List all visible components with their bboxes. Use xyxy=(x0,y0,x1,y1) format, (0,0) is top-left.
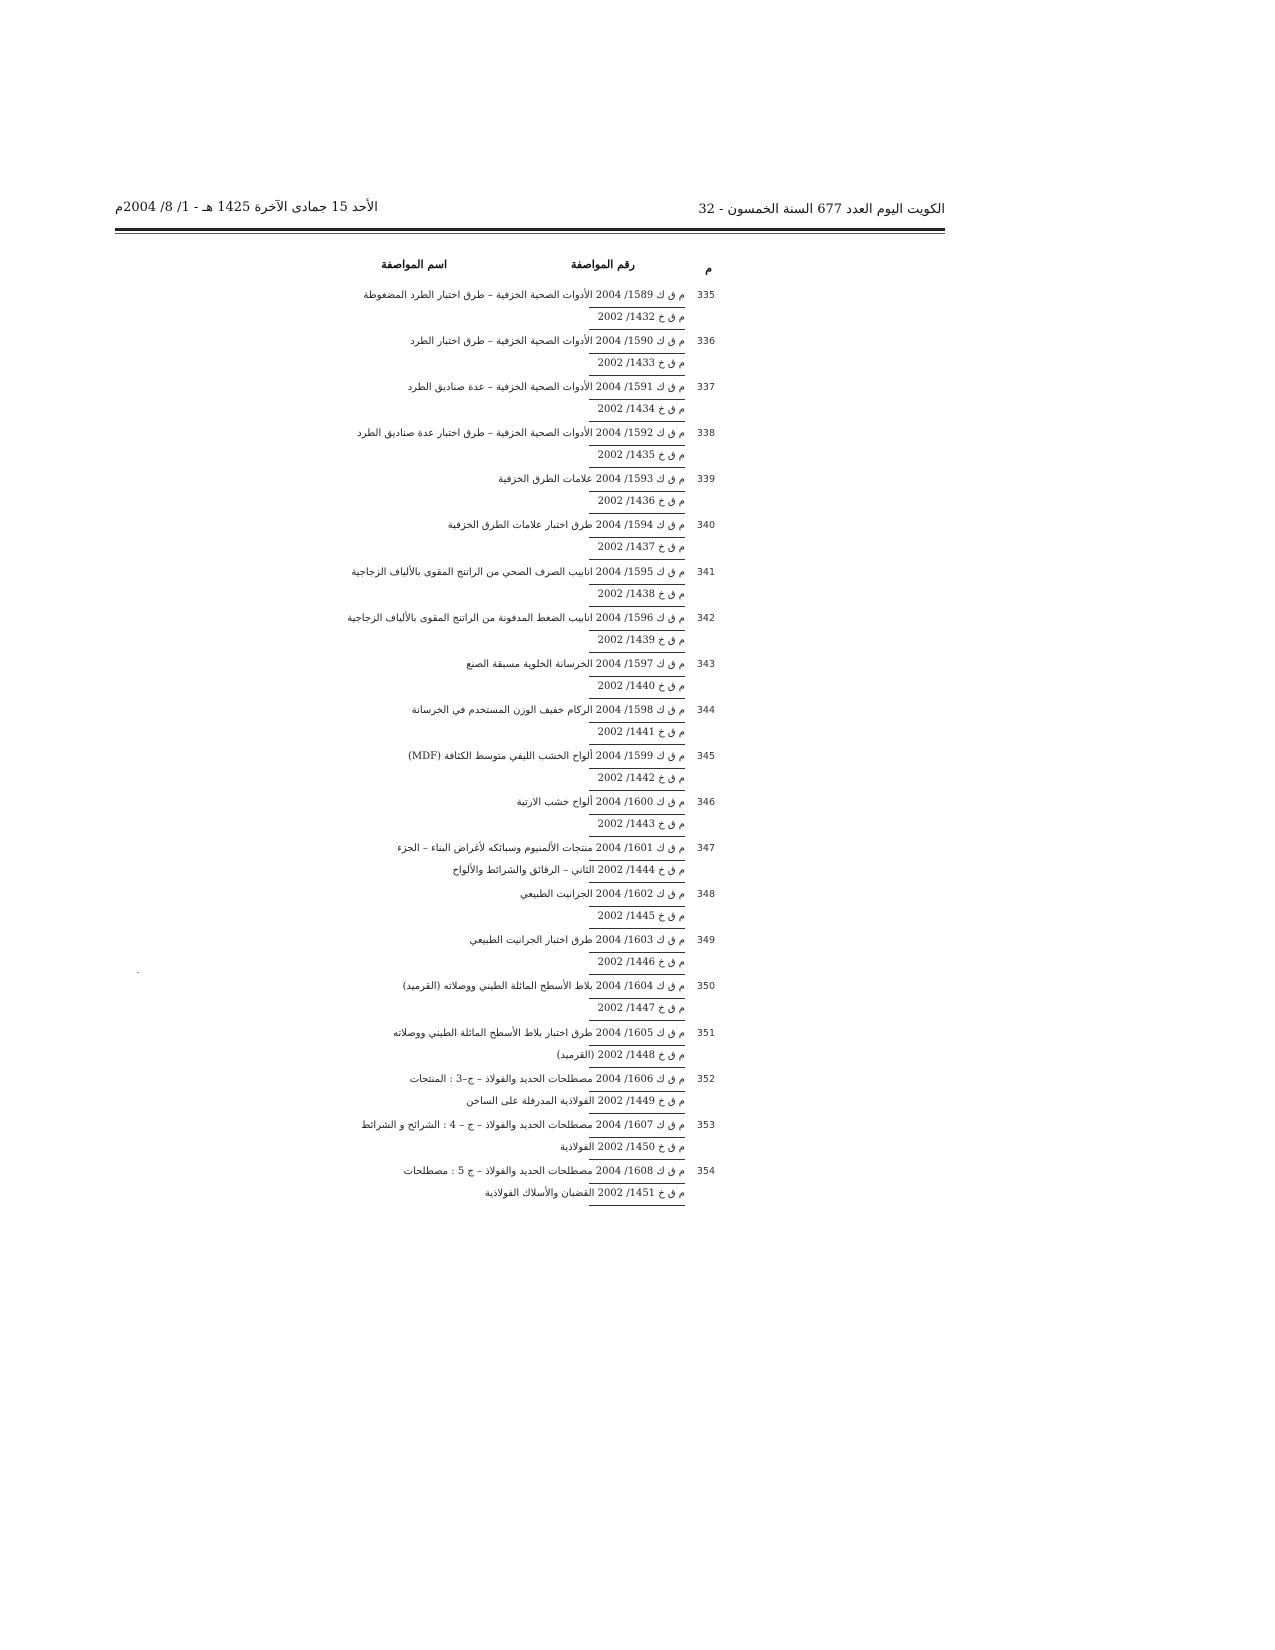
code-underline xyxy=(589,537,685,538)
row-gcc-line: م ق خ 1441/ 2002 xyxy=(597,726,685,738)
row-spec-line: م ق ك 1597/ 2004 الخرسانة الخلوية مسبقة الصنع xyxy=(466,658,685,670)
row-spec-line: م ق ك 1608/ 2004 مصطلحات الحديد والفولاذ – ج 5 : مصطلحات xyxy=(403,1165,685,1177)
code-underline xyxy=(589,353,685,354)
row-number: 343 xyxy=(696,658,715,670)
column-header-number: م xyxy=(705,262,712,275)
table-row xyxy=(300,382,715,428)
row-spec-line: م ق ك 1603/ 2004 طرق اختبار الجرانيت الطبيعي xyxy=(469,935,685,947)
table-row xyxy=(300,336,715,382)
header-rule-thin xyxy=(115,233,945,234)
code-underline xyxy=(589,652,685,653)
row-spec-line: م ق ك 1592/ 2004 الأدوات الصحية الخزفية – طرق اختبار عدة صناديق الطرد xyxy=(357,428,685,440)
row-gcc-line: م ق خ 1437/ 2002 xyxy=(597,542,685,554)
code-underline xyxy=(589,952,685,953)
scan-speck xyxy=(137,972,139,973)
row-number: 349 xyxy=(696,935,715,947)
row-number: 338 xyxy=(696,428,715,440)
column-header-code: رقم المواصفة xyxy=(570,258,635,271)
row-spec-line: م ق ك 1596/ 2004 انابيب الضغط المدفونة من الراتنج المقوى بالألياف الزجاجية xyxy=(347,612,685,624)
row-spec-line: م ق ك 1601/ 2004 منتجات الألمنيوم وسبائكه لأغراض البناء – الجزء xyxy=(397,843,685,855)
table-row xyxy=(300,843,715,889)
code-underline xyxy=(589,860,685,861)
code-underline xyxy=(589,768,685,769)
column-header-name: اسم المواصفة xyxy=(381,258,447,271)
code-underline xyxy=(589,906,685,907)
row-number: 351 xyxy=(696,1027,715,1039)
page-header xyxy=(115,196,945,226)
table-row xyxy=(300,751,715,797)
code-underline xyxy=(589,744,685,745)
row-spec-line: م ق ك 1590/ 2004 الأدوات الصحية الخزفية – طرق اختبار الطرد xyxy=(410,336,685,348)
code-underline xyxy=(589,836,685,837)
table-row xyxy=(300,889,715,935)
table-row xyxy=(300,474,715,520)
code-underline xyxy=(589,513,685,514)
code-underline xyxy=(589,1159,685,1160)
table-rows xyxy=(300,290,715,1212)
table-row xyxy=(300,1074,715,1120)
row-spec-line: م ق ك 1593/ 2004 علامات الطرق الخزفية xyxy=(498,474,685,486)
code-underline xyxy=(589,1045,685,1046)
row-spec-line: م ق ك 1606/ 2004 مصطلحات الحديد والفولاذ – ج–3 : المنتجات xyxy=(409,1073,685,1085)
row-gcc-line: م ق خ 1433/ 2002 xyxy=(597,358,685,370)
row-number: 336 xyxy=(696,336,715,348)
code-underline xyxy=(589,559,685,560)
code-underline xyxy=(589,491,685,492)
row-gcc-line: م ق خ 1446/ 2002 xyxy=(597,957,685,969)
table-row xyxy=(300,290,715,336)
code-underline xyxy=(589,307,685,308)
code-underline xyxy=(589,606,685,607)
code-underline xyxy=(589,814,685,815)
table-row xyxy=(300,428,715,474)
code-underline xyxy=(589,1183,685,1184)
table-row xyxy=(300,659,715,705)
row-gcc-line: م ق خ 1445/ 2002 xyxy=(597,911,685,923)
row-gcc-line: م ق خ 1440/ 2002 xyxy=(597,680,685,692)
row-gcc-line: م ق خ 1443/ 2002 xyxy=(597,819,685,831)
table-row xyxy=(300,1120,715,1166)
row-gcc-line: م ق خ 1434/ 2002 xyxy=(597,404,685,416)
row-gcc-line: م ق خ 1432/ 2002 xyxy=(597,312,685,323)
row-gcc-line: م ق خ 1435/ 2002 xyxy=(597,450,685,462)
row-spec-line: م ق ك 1594/ 2004 طرق اختبار علامات الطرق الخزفية xyxy=(447,520,685,532)
row-gcc-line: م ق خ 1444/ 2002 الثاني – الرقائق والشرائط والألواح xyxy=(452,865,685,877)
header-publication: الكويت اليوم العدد 677 السنة الخمسون - 32 xyxy=(698,202,945,217)
code-underline xyxy=(589,998,685,999)
code-underline xyxy=(589,722,685,723)
code-underline xyxy=(589,698,685,699)
table-row xyxy=(300,1028,715,1074)
row-gcc-line: م ق خ 1449/ 2002 الفولاذية المدرفلة على الساخن xyxy=(466,1095,685,1107)
row-spec-line: م ق ك 1599/ 2004 ألواح الخشب الليفي متوسط الكثافة (MDF) xyxy=(407,750,685,762)
row-number: 353 xyxy=(696,1119,715,1131)
code-underline xyxy=(589,1113,685,1114)
table-row xyxy=(300,613,715,659)
row-number: 346 xyxy=(696,797,715,809)
row-number: 341 xyxy=(696,566,715,578)
row-spec-line: م ق ك 1589/ 2004 الأدوات الصحية الخزفية – طرق اختبار الطرد المضغوطة xyxy=(363,290,685,301)
code-underline xyxy=(589,790,685,791)
row-spec-line: م ق ك 1607/ 2004 مصطلحات الحديد والفولاذ – ج – 4 : الشرائح و الشرائط xyxy=(361,1119,685,1131)
code-underline xyxy=(589,421,685,422)
row-spec-line: م ق ك 1602/ 2004 الجرانيت الطبيعي xyxy=(520,889,685,901)
code-underline xyxy=(589,1205,685,1206)
table-row xyxy=(300,567,715,613)
header-rule-thick xyxy=(115,228,945,231)
row-number: 347 xyxy=(696,843,715,855)
code-underline xyxy=(589,1020,685,1021)
table-row xyxy=(300,935,715,981)
row-gcc-line: م ق خ 1448/ 2002 (القرميد) xyxy=(556,1049,685,1061)
row-gcc-line: م ق خ 1436/ 2002 xyxy=(597,496,685,508)
row-number: 344 xyxy=(696,704,715,716)
row-gcc-line: م ق خ 1442/ 2002 xyxy=(597,772,685,784)
row-number: 340 xyxy=(696,520,715,532)
code-underline xyxy=(589,1091,685,1092)
row-number: 354 xyxy=(696,1165,715,1177)
row-spec-line: م ق ك 1604/ 2004 بلاط الأسطح المائلة الطيني ووصلاته (القرميد) xyxy=(402,981,685,993)
row-spec-line: م ق ك 1605/ 2004 طرق اختبار بلاط الأسطح المائلة الطيني ووصلاته xyxy=(393,1027,685,1039)
code-underline xyxy=(589,467,685,468)
row-number: 352 xyxy=(696,1073,715,1085)
row-gcc-line: م ق خ 1451/ 2002 القضبان والأسلاك الفولاذية xyxy=(484,1187,685,1199)
row-gcc-line: م ق خ 1450/ 2002 الفولاذية xyxy=(560,1141,685,1153)
code-underline xyxy=(589,584,685,585)
row-spec-line: م ق ك 1595/ 2004 انابيب الصرف الصحي من الراتنج المقوى بالألياف الزجاجية xyxy=(351,566,685,578)
row-spec-line: م ق ك 1600/ 2004 ألواح خشب الارتية xyxy=(516,797,685,809)
header-date: الأحد 15 جمادى الآخرة 1425 هـ - 1/ 8/ 2004م xyxy=(115,200,378,215)
table-row xyxy=(300,981,715,1027)
table-row xyxy=(300,797,715,843)
row-gcc-line: م ق خ 1439/ 2002 xyxy=(597,634,685,646)
row-number: 339 xyxy=(696,474,715,486)
row-number: 337 xyxy=(696,382,715,394)
code-underline xyxy=(589,974,685,975)
row-gcc-line: م ق خ 1447/ 2002 xyxy=(597,1003,685,1015)
row-number: 345 xyxy=(696,750,715,762)
row-gcc-line: م ق خ 1438/ 2002 xyxy=(597,588,685,600)
table-row xyxy=(300,705,715,751)
code-underline xyxy=(589,1137,685,1138)
row-number: 342 xyxy=(696,612,715,624)
code-underline xyxy=(589,928,685,929)
row-spec-line: م ق ك 1598/ 2004 الركام خفيف الوزن المستخدم في الخرسانة xyxy=(411,704,685,716)
table-row xyxy=(300,1166,715,1212)
code-underline xyxy=(589,329,685,330)
code-underline xyxy=(589,445,685,446)
code-underline xyxy=(589,399,685,400)
code-underline xyxy=(589,1067,685,1068)
row-spec-line: م ق ك 1591/ 2004 الأدوات الصحية الخزفية – عدة صناديق الطرد xyxy=(407,382,685,394)
table-row xyxy=(300,520,715,566)
row-number: 348 xyxy=(696,889,715,901)
code-underline xyxy=(589,375,685,376)
row-number: 335 xyxy=(696,290,715,301)
code-underline xyxy=(589,882,685,883)
row-number: 350 xyxy=(696,981,715,993)
code-underline xyxy=(589,676,685,677)
code-underline xyxy=(589,630,685,631)
